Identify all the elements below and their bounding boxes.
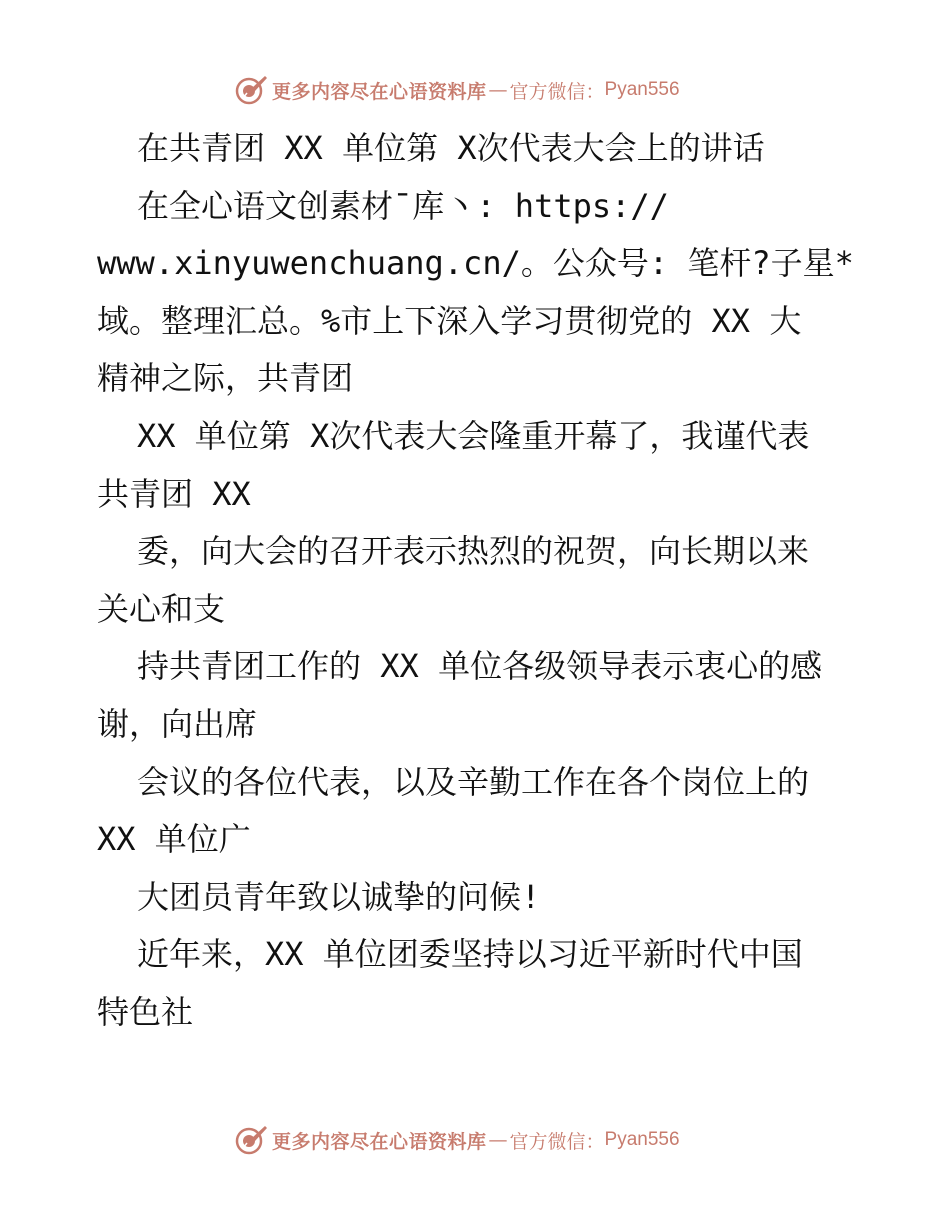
doc-line: 特色社: [97, 992, 194, 1031]
doc-line: 精神之际，共青团: [97, 359, 354, 398]
header-site-text: 更多内容尽在心语资料库: [272, 80, 487, 103]
doc-title-line: 在共青团 XX 单位第 X次代表大会上的讲话: [137, 129, 765, 167]
doc-line: 共青团 XX: [97, 474, 251, 513]
header-watermark-banner: [0, 70, 950, 110]
footer-wechat-label: 官方微信：: [509, 1130, 605, 1153]
doc-line: 谢，向出席: [97, 704, 258, 743]
doc-line: XX 单位广: [97, 820, 251, 859]
doc-line: www.xinyuwenchuang.cn/。公众号: 笔杆?子星*: [97, 244, 854, 283]
footer-site-text: 更多内容尽在心语资料库: [272, 1130, 487, 1153]
document-body: [97, 120, 867, 1042]
pen-logo-icon: [234, 1123, 268, 1157]
header-dash: —: [488, 79, 508, 101]
doc-line: 关心和支: [97, 589, 226, 628]
doc-line: 域。整理汇总。%市上下深入学习贯彻党的 XX 大: [97, 301, 802, 340]
doc-line: 大团员青年致以诚挚的问候!: [137, 877, 541, 916]
header-wechat-id: Pyan556: [604, 79, 680, 100]
pen-logo-icon: [234, 73, 268, 107]
footer-watermark-banner: [0, 1120, 950, 1160]
doc-line: 近年来，XX 单位团委坚持以习近平新时代中国: [137, 935, 803, 974]
doc-line: 委，向大会的召开表示热烈的祝贺，向长期以来: [137, 532, 810, 571]
footer-dash: —: [488, 1129, 508, 1151]
footer-wechat-id: Pyan556: [604, 1129, 680, 1150]
header-wechat-label: 官方微信：: [509, 80, 605, 103]
doc-line: 在全心语文创素材¯库丶: https://: [137, 186, 669, 225]
doc-line: 会议的各位代表，以及辛勤工作在各个岗位上的: [137, 762, 810, 801]
doc-line: XX 单位第 X次代表大会隆重开幕了，我谨代表: [137, 416, 810, 455]
doc-line: 持共青团工作的 XX 单位各级领导表示衷心的感: [137, 647, 823, 686]
